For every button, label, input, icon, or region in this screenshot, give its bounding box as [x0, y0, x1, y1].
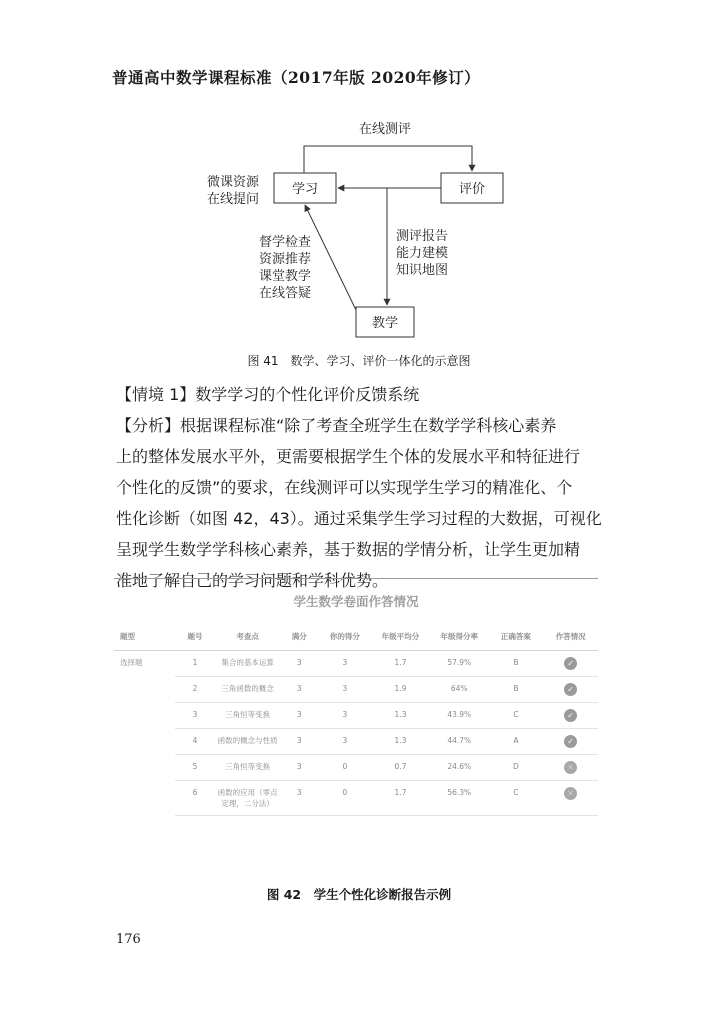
column-header: 年级得分率	[430, 624, 489, 651]
column-header: 题号	[175, 624, 216, 651]
question-number-cell: 6	[175, 781, 216, 816]
table-row	[114, 781, 598, 816]
supervision-label-1: 督学检查	[259, 235, 312, 250]
table-row	[114, 703, 598, 729]
report-label-3: 知识地图	[396, 263, 449, 278]
column-header: 你的得分	[319, 624, 372, 651]
topic-cell: 集合的基本运算	[215, 651, 280, 677]
answer-status-cell	[543, 781, 598, 816]
answer-status-cell	[543, 703, 598, 729]
your-score-cell: 0	[319, 781, 372, 816]
correct-answer-cell: D	[489, 755, 544, 781]
question-number-cell: 4	[175, 729, 216, 755]
diagnosis-report	[114, 578, 598, 870]
micro-lesson-label-1: 微课资源	[207, 175, 260, 190]
table-row	[114, 651, 598, 677]
topic-cell: 函数的概念与性质	[215, 729, 280, 755]
online-test-arrow	[304, 146, 472, 173]
column-header: 作答情况	[543, 624, 598, 651]
cross-circle-icon: ✕	[564, 761, 577, 774]
supervision-label-2: 资源推荐	[259, 252, 312, 267]
question-type-cell	[114, 729, 175, 755]
report-top-rule	[114, 578, 598, 579]
page-number: 176	[116, 932, 141, 947]
question-type-cell	[114, 677, 175, 703]
grade-average-cell: 0.7	[371, 755, 430, 781]
answer-status-cell	[543, 729, 598, 755]
analysis-line: 性化诊断（如图 42，43）。通过采集学生学习过程的大数据，可视化	[116, 509, 602, 528]
grade-average-cell: 1.7	[371, 781, 430, 816]
supervision-label-4: 在线答疑	[259, 286, 312, 301]
grade-average-cell: 1.7	[371, 651, 430, 677]
running-head: 普通高中数学课程标准（2017年版 2020年修订）	[112, 68, 481, 87]
analysis-line: 准地了解自己的学习问题和学科优势。	[116, 571, 389, 590]
full-score-cell: 3	[280, 703, 318, 729]
column-header: 年级平均分	[371, 624, 430, 651]
answer-status-cell	[543, 755, 598, 781]
full-score-cell: 3	[280, 781, 318, 816]
learning-evaluation-diagram	[0, 0, 718, 380]
grade-rate-cell: 64%	[430, 677, 489, 703]
topic-cell: 函数的应用（零点定理，二分法）	[215, 781, 280, 816]
analysis-line: 呈现学生数学学科核心素养，基于数据的学情分析，让学生更加精	[116, 540, 581, 559]
analysis-line: 上的整体发展水平外，更需要根据学生个体的发展水平和特征进行	[116, 447, 581, 466]
question-number-cell: 1	[175, 651, 216, 677]
cross-circle-icon: ✕	[564, 787, 577, 800]
correct-answer-cell: B	[489, 677, 544, 703]
topic-cell: 三角恒等变换	[215, 703, 280, 729]
report-body	[114, 651, 598, 816]
grade-rate-cell: 43.9%	[430, 703, 489, 729]
grade-rate-cell: 56.3%	[430, 781, 489, 816]
question-type-cell	[114, 781, 175, 816]
answer-status-cell	[543, 651, 598, 677]
grade-rate-cell: 57.9%	[430, 651, 489, 677]
analysis-paragraph	[116, 410, 604, 596]
online-test-label: 在线测评	[358, 122, 412, 137]
teach-to-study-arrow	[305, 205, 356, 310]
question-number-cell: 5	[175, 755, 216, 781]
your-score-cell: 3	[319, 651, 372, 677]
your-score-cell: 3	[319, 677, 372, 703]
correct-answer-cell: C	[489, 703, 544, 729]
check-circle-icon: ✓	[564, 735, 577, 748]
grade-average-cell: 1.3	[371, 703, 430, 729]
column-header: 考查点	[215, 624, 280, 651]
evaluate-node-label: 评价	[458, 182, 486, 197]
grade-rate-cell: 44.7%	[430, 729, 489, 755]
question-type-cell	[114, 755, 175, 781]
report-label-1: 测评报告	[396, 229, 449, 244]
column-header: 题型	[114, 624, 175, 651]
topic-cell: 三角恒等变换	[215, 755, 280, 781]
full-score-cell: 3	[280, 677, 318, 703]
column-header: 满分	[280, 624, 318, 651]
table-row	[114, 677, 598, 703]
report-title: 学生数学卷面作答情况	[293, 594, 419, 609]
grade-rate-cell: 24.6%	[430, 755, 489, 781]
teach-node-label: 教学	[371, 316, 399, 331]
check-circle-icon: ✓	[564, 709, 577, 722]
report-table	[114, 624, 598, 816]
correct-answer-cell: A	[489, 729, 544, 755]
your-score-cell: 3	[319, 703, 372, 729]
figure-42-caption: 图 42 学生个性化诊断报告示例	[266, 887, 452, 902]
correct-answer-cell: B	[489, 651, 544, 677]
check-circle-icon: ✓	[564, 683, 577, 696]
study-node-label: 学习	[291, 182, 319, 197]
answer-status-cell	[543, 677, 598, 703]
micro-lesson-label-2: 在线提问	[207, 192, 260, 207]
check-circle-icon: ✓	[564, 657, 577, 670]
figure-41-caption: 图 41 数学、学习、评价一体化的示意图	[247, 354, 471, 368]
your-score-cell: 3	[319, 729, 372, 755]
full-score-cell: 3	[280, 729, 318, 755]
topic-cell: 三角函数的概念	[215, 677, 280, 703]
report-header-row	[114, 624, 598, 651]
question-number-cell: 2	[175, 677, 216, 703]
full-score-cell: 3	[280, 651, 318, 677]
question-type-cell	[114, 703, 175, 729]
table-row	[114, 755, 598, 781]
report-label-2: 能力建模	[396, 246, 449, 261]
analysis-line: 【分析】根据课程标准“除了考查全班学生在数学学科核心素养	[116, 416, 557, 435]
supervision-label-3: 课堂教学	[259, 269, 312, 284]
grade-average-cell: 1.3	[371, 729, 430, 755]
correct-answer-cell: C	[489, 781, 544, 816]
your-score-cell: 0	[319, 755, 372, 781]
question-number-cell: 3	[175, 703, 216, 729]
question-type-cell: 选择题	[120, 658, 143, 667]
table-row	[114, 729, 598, 755]
column-header: 正确答案	[489, 624, 544, 651]
full-score-cell: 3	[280, 755, 318, 781]
analysis-line: 个性化的反馈”的要求，在线测评可以实现学生学习的精准化、个	[116, 478, 573, 497]
grade-average-cell: 1.9	[371, 677, 430, 703]
situation-heading: 【情境 1】数学学习的个性化评价反馈系统	[116, 385, 420, 404]
